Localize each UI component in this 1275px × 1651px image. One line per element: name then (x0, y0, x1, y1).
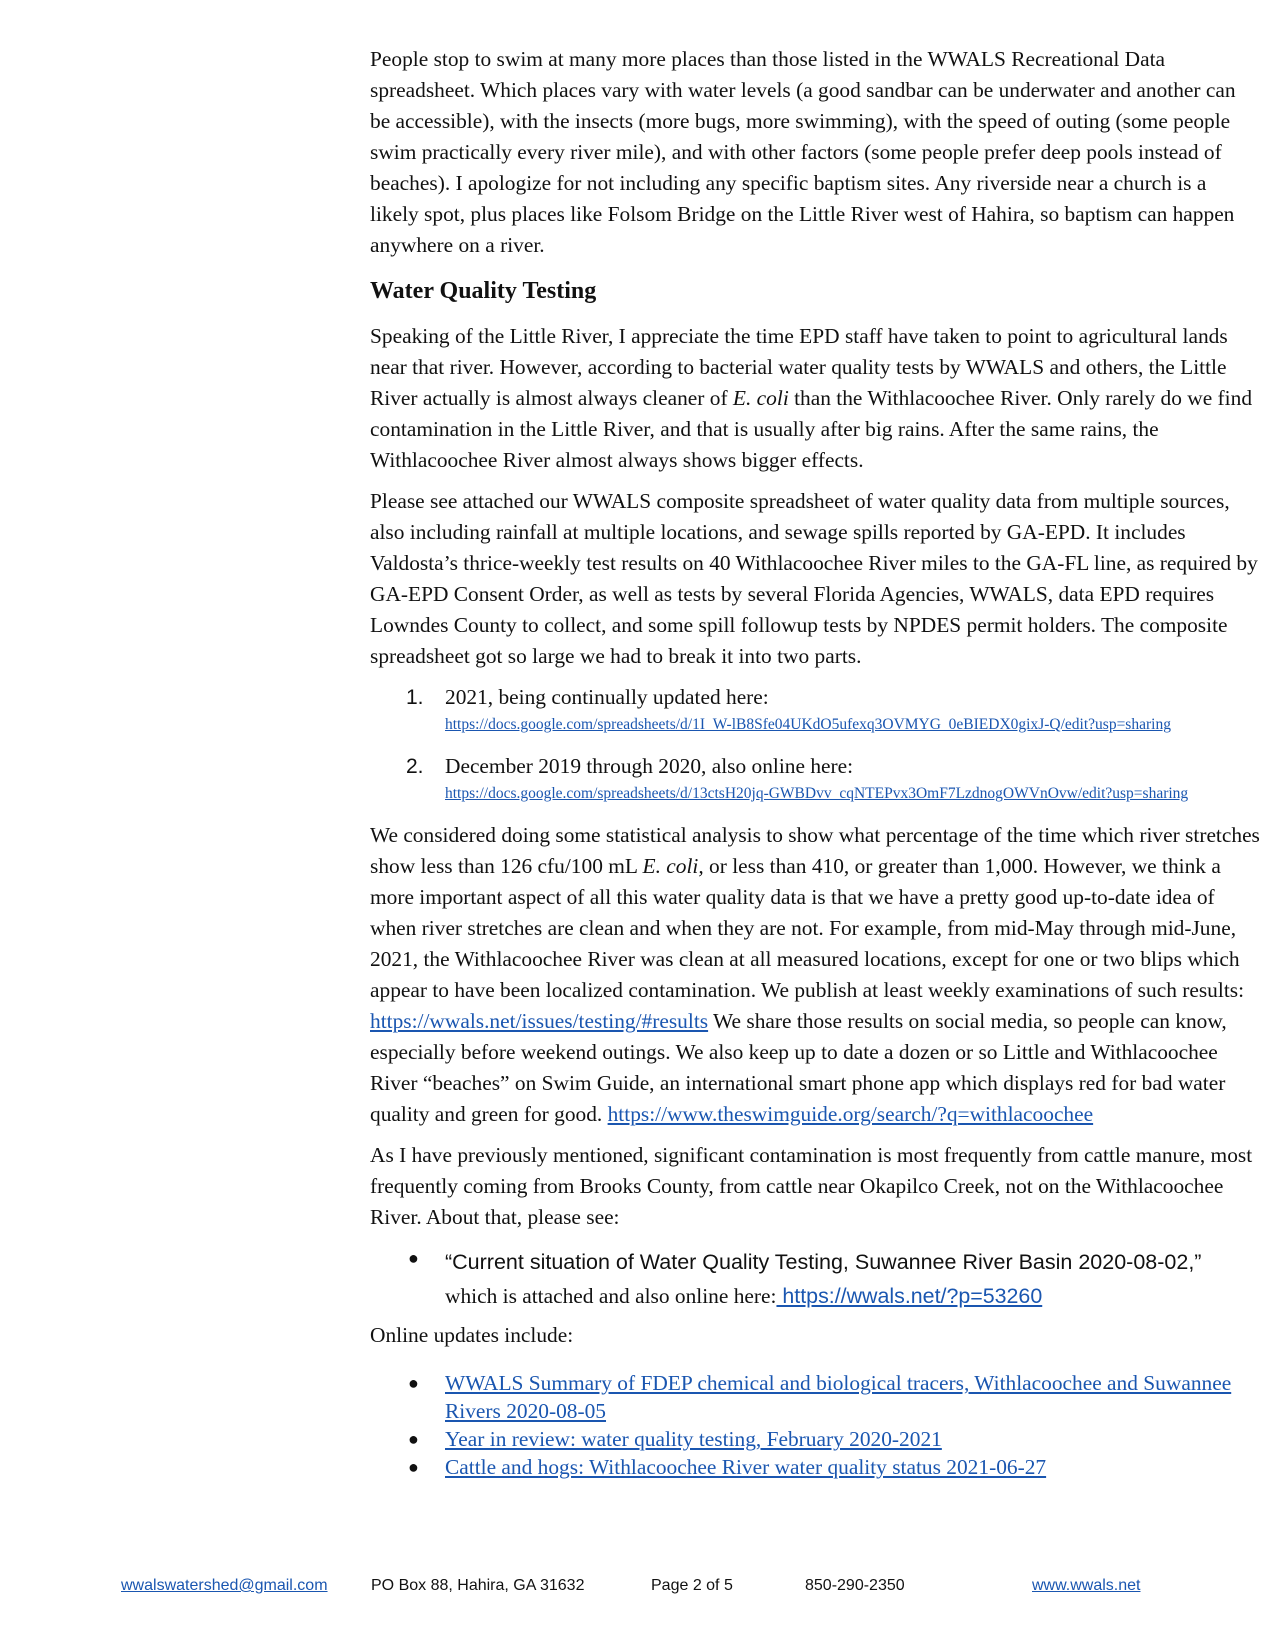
bullet-icon: ● (408, 1248, 419, 1268)
footer-address: PO Box 88, Hahira, GA 31632 (371, 1577, 585, 1594)
list-item (370, 682, 1260, 737)
paragraph-little-river (370, 321, 1260, 476)
bullet-icon: ● (408, 1457, 419, 1477)
footer-page-number: Page 2 of 5 (651, 1577, 733, 1594)
list-item (370, 1425, 1260, 1453)
attachment-text: which is attached and also online here: (445, 1284, 777, 1308)
list-item (370, 1243, 1260, 1312)
attachment-title: “Current situation of Water Quality Testing, Suwannee River Basin 2020-08-02,” (445, 1250, 1202, 1274)
text-segment: Speaking of the Little River, I appreciate the time EPD staff have taken to point to agricultural lands near that river. However, according to bacterial water quality tests by WWALS and others, the Little River actually is almost always cleaner of (370, 324, 1228, 410)
swim-guide-link[interactable]: https://www.theswimguide.org/search/?q=withlacoochee (607, 1102, 1094, 1126)
page-footer (0, 1577, 1275, 1601)
paragraph-contamination: As I have previously mentioned, significant contamination is most frequently from cattle manure, most frequently coming from Brooks County, from cattle near Okapilco Creek, not on the Withlacoochee River. About that, please see: (370, 1143, 1253, 1229)
testing-results-link[interactable]: https://wwals.net/issues/testing/#results (370, 1009, 709, 1033)
paragraph-statistics (370, 820, 1260, 1130)
update-link-year-in-review[interactable]: Year in review: water quality testing, February 2020-2021 (445, 1427, 942, 1451)
list-number: 1. (406, 686, 424, 709)
spreadsheet-link-2020[interactable]: https://docs.google.com/spreadsheets/d/13ctsH20jq-GWBDvv_cqNTEPvx3OmF7LzdnogOWVnOvw/edit?usp=sharing (445, 785, 1189, 802)
list-item-text: 2021, being continually updated here: (445, 685, 769, 709)
ecoli-italic: E. coli (732, 386, 789, 410)
list-item-text: December 2019 through 2020, also online here: (445, 754, 854, 778)
bullet-icon: ● (408, 1373, 419, 1393)
bullet-icon: ● (408, 1429, 419, 1449)
list-number: 2. (406, 755, 424, 778)
text-segment: We share those results on social media, so people can know, especially before weekend outings. We also keep up to date a dozen or so Little and Withlacoochee River “beaches” on Swim Guide, an international smart phone app which displays red for bad water quality and green for good. (370, 1009, 1227, 1126)
text-segment: than the Withlacoochee River. Only rarely do we find contamination in the Little River, and that is usually after big rains. After the same rains, the Withlacoochee River almost always shows bigger effects. (370, 386, 1253, 472)
footer-phone: 850-290-2350 (805, 1577, 905, 1594)
paragraph-swimming: People stop to swim at many more places than those listed in the WWALS Recreational Data spreadsheet. Which places vary with water levels (a good sandbar can be underwater and another can be accessible), with the insects (more bugs, more swimming), with the speed of outing (some people swim practically every river mile), and with other factors (some people prefer deep pools instead of beaches). I apologize for not including any specific baptism sites. Any riverside near a church is a likely spot, plus places like Folsom Bridge on the Little River west of Hahira, so baptism can happen anywhere on a river. (370, 47, 1236, 257)
updates-list (370, 1369, 1260, 1481)
ecoli-italic: E. coli, (642, 854, 704, 878)
paragraph-spreadsheet: Please see attached our WWALS composite spreadsheet of water quality data from multiple sources, also including rainfall at multiple locations, and sewage spills reported by GA-EPD. It includes Valdosta’s thrice-weekly test results on 40 Withlacoochee River miles to the GA-FL line, as required by GA-EPD Consent Order, as well as tests by several Florida Agencies, WWALS, data EPD requires Lowndes County to collect, and some spill followup tests by NPDES permit holders. The composite spreadsheet got so large we had to break it into two parts. (370, 489, 1258, 668)
list-item (370, 1453, 1260, 1481)
text-segment: or less than 410, or greater than 1,000. However, we think a more important aspect of all this water quality data is that we have a pretty good up-to-date idea of when river stretches are clean and when they are not. For example, from mid-May through mid-June, 2021, the Withlacoochee River was clean at all measured locations, except for one or two blips which appear to have been localized contamination. We publish at least weekly examinations of such results: (370, 854, 1245, 1002)
section-heading: Water Quality Testing (370, 278, 597, 304)
attachment-list (370, 1243, 1260, 1312)
paragraph-online-updates: Online updates include: (370, 1323, 574, 1347)
attachment-link[interactable]: https://wwals.net/?p=53260 (776, 1284, 1043, 1308)
footer-website-link[interactable]: www.wwals.net (1032, 1577, 1141, 1594)
list-item (370, 751, 1260, 806)
page-content (370, 44, 1260, 1489)
text-segment: We considered doing some statistical analysis to show what percentage of the time which river stretches show less than 126 cfu/100 mL (370, 823, 1260, 878)
footer-email-link[interactable]: wwalswatershed@gmail.com (121, 1577, 328, 1594)
spreadsheet-list (370, 682, 1260, 806)
spreadsheet-link-2021[interactable]: https://docs.google.com/spreadsheets/d/1I_W-lB8Sfe04UKdO5ufexq3OVMYG_0eBIEDX0gixJ-Q/edit?usp=sharing (445, 716, 1171, 733)
update-link-fdep-tracers[interactable]: WWALS Summary of FDEP chemical and biological tracers, Withlacoochee and Suwannee Rivers 2020-08-05 (445, 1371, 1232, 1423)
list-item (370, 1369, 1260, 1425)
update-link-cattle-hogs[interactable]: Cattle and hogs: Withlacoochee River water quality status 2021-06-27 (445, 1455, 1047, 1479)
